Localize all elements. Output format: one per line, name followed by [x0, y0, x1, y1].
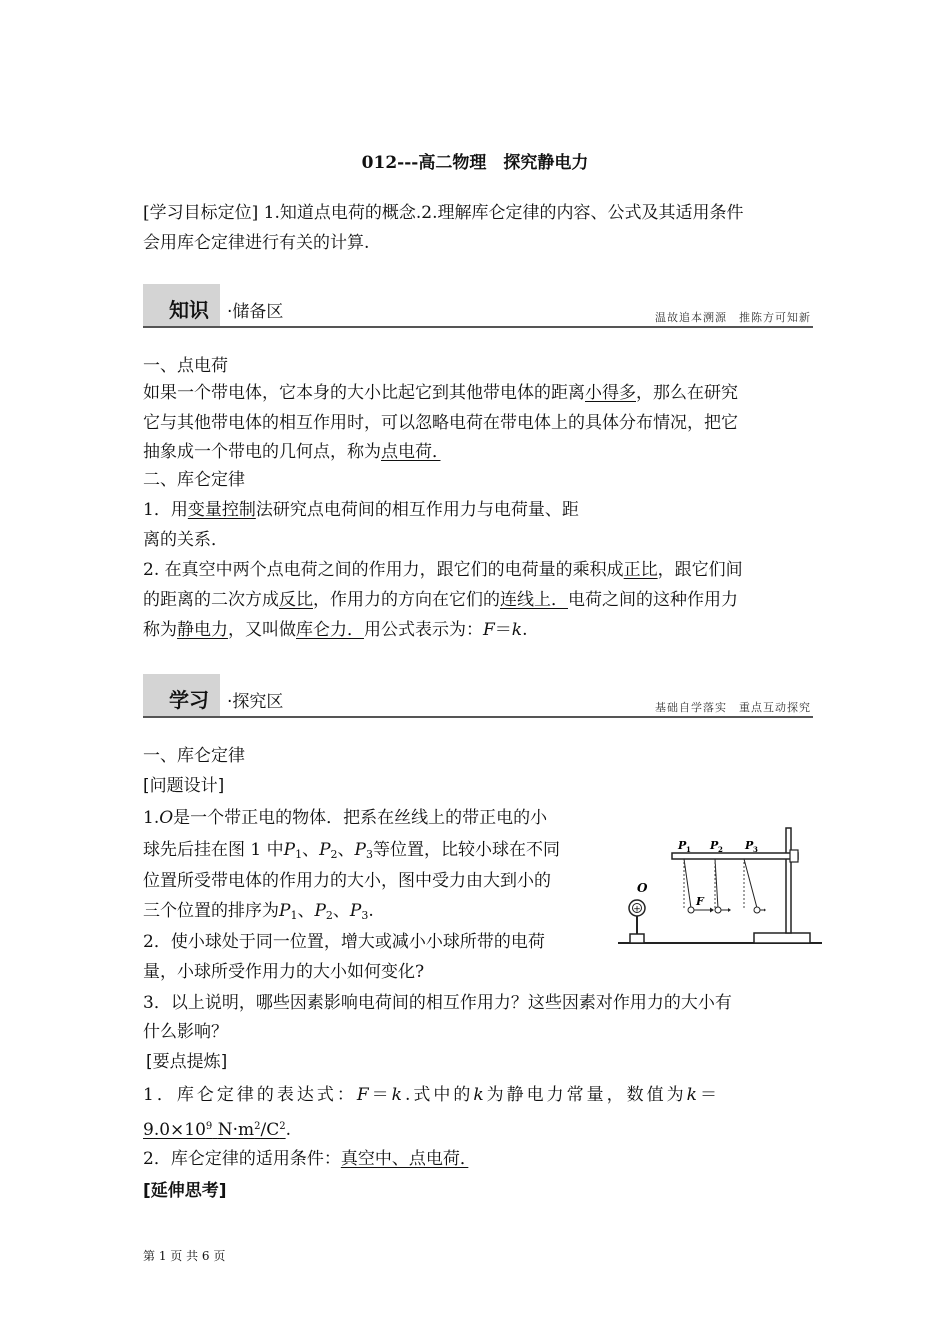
- coulomb-line-3: 2. 在真空中两个点电荷之间的作用力，跟它们的电荷量的乘积成正比，跟它们间: [143, 560, 743, 580]
- heading-coulomb-law: 二、库仑定律: [143, 470, 245, 490]
- section-rule: [143, 326, 813, 328]
- label-p2: P: [710, 839, 719, 852]
- q1-line-3: 位置所受带电体的作用力的大小，图中受力由大到小的: [143, 871, 551, 891]
- coulomb-line-4: 的距离的二次方成反比，作用力的方向在它们的连线上．电荷之间的这种作用力: [143, 590, 738, 610]
- ball-p1: [688, 907, 694, 913]
- key-point-2: 2．库仑定律的适用条件：真空中、点电荷．: [143, 1149, 469, 1169]
- extend-thinking-label: [延伸思考]: [143, 1181, 227, 1201]
- coulomb-line-1: 1．用变量控制法研究点电荷间的相互作用力与电荷量、距: [143, 500, 579, 520]
- point-charge-line-3: 抽象成一个带电的几何点，称为点电荷．: [143, 442, 441, 462]
- stand-pole: [786, 828, 791, 933]
- force-arrowhead-p3: [764, 909, 766, 912]
- q2-line-2: 量，小球所受作用力的大小如何变化?: [143, 962, 425, 982]
- q2-line-1: 2．使小球处于同一位置，增大或减小小球所带的电荷: [143, 932, 545, 952]
- horizontal-bar: [672, 853, 798, 859]
- key-points-label: [要点提炼]: [146, 1052, 228, 1072]
- point-charge-line-2: 它与其他带电体的相互作用时，可以忽略电荷在带电体上的具体分布情况，把它: [143, 413, 738, 433]
- section-rule: [143, 716, 813, 718]
- thread-p1: [684, 859, 691, 908]
- heading-inquiry: 一、库仑定律: [143, 746, 245, 766]
- label-p2-sub: 2: [718, 845, 723, 854]
- clamp: [790, 850, 798, 862]
- q3-line-2: 什么影响？: [143, 1022, 228, 1042]
- page-footer: 第 1 页 共 6 页: [143, 1249, 226, 1263]
- coulomb-experiment-figure: [614, 822, 826, 950]
- point-charge-line-1: 如果一个带电体，它本身的大小比起它到其他带电体的距离小得多，那么在研究: [143, 383, 738, 403]
- label-o: O: [637, 881, 648, 895]
- label-p1: P: [678, 839, 687, 852]
- q3-line-1: 3．以上说明，哪些因素影响电荷间的相互作用力？这些因素对作用力的大小有: [143, 993, 732, 1013]
- ball-p3: [754, 907, 760, 913]
- objective-line-1: [学习目标定位] 1.知道点电荷的概念.2.理解库仑定律的内容、公式及其适用条件: [143, 203, 744, 223]
- question-design-label: [问题设计]: [143, 776, 225, 796]
- label-f: F: [696, 895, 704, 908]
- thread-p3: [744, 859, 757, 908]
- heading-point-charge: 一、点电荷: [143, 356, 228, 376]
- q1-line-1: 1.O是一个带正电的物体．把系在丝线上的带正电的小: [143, 808, 548, 828]
- page-title: 012---高二物理 探究静电力: [361, 153, 589, 173]
- force-arrowhead-p2: [728, 908, 731, 912]
- section-motto: 温故追本溯源 推陈方可知新: [655, 311, 811, 324]
- q1-line-4: 三个位置的排序为$P_1$、$P_2$、$P_3$.: [143, 901, 374, 922]
- label-p3: P: [745, 839, 754, 852]
- ball-p2: [715, 907, 721, 913]
- section-small-label: ·储备区: [227, 302, 284, 322]
- force-arrowhead-p1: [710, 908, 714, 913]
- label-p3-sub: 3: [753, 845, 758, 854]
- q1-line-2: 球先后挂在图 1 中$P_1$、$P_2$、$P_3$等位置，比较小球在不同: [143, 840, 560, 861]
- section-big-label: 知识: [169, 298, 209, 322]
- section-big-label: 学习: [169, 688, 209, 712]
- objective-line-2: 会用库仑定律进行有关的计算.: [143, 233, 370, 253]
- key-point-1-line-2: $9.0\times 10^9$ $N\cdot m^2/C^2$.: [143, 1120, 292, 1140]
- charge-stand-base: [630, 934, 644, 943]
- section-header-knowledge: [143, 284, 813, 328]
- key-point-1-line-1: 1．库仑定律的表达式：F＝k.式中的k为静电力常量，数值为k＝: [143, 1085, 720, 1105]
- section-small-label: ·探究区: [227, 692, 284, 712]
- plus-sign: +: [633, 904, 641, 915]
- stand-base: [754, 933, 810, 943]
- section-motto: 基础自学落实 重点互动探究: [655, 701, 811, 714]
- section-header-study: [143, 674, 813, 718]
- coulomb-line-2: 离的关系．: [143, 530, 228, 550]
- label-p1-sub: 1: [686, 845, 691, 854]
- coulomb-line-5: 称为静电力，又叫做库仑力．用公式表示为：F＝k.: [143, 620, 528, 640]
